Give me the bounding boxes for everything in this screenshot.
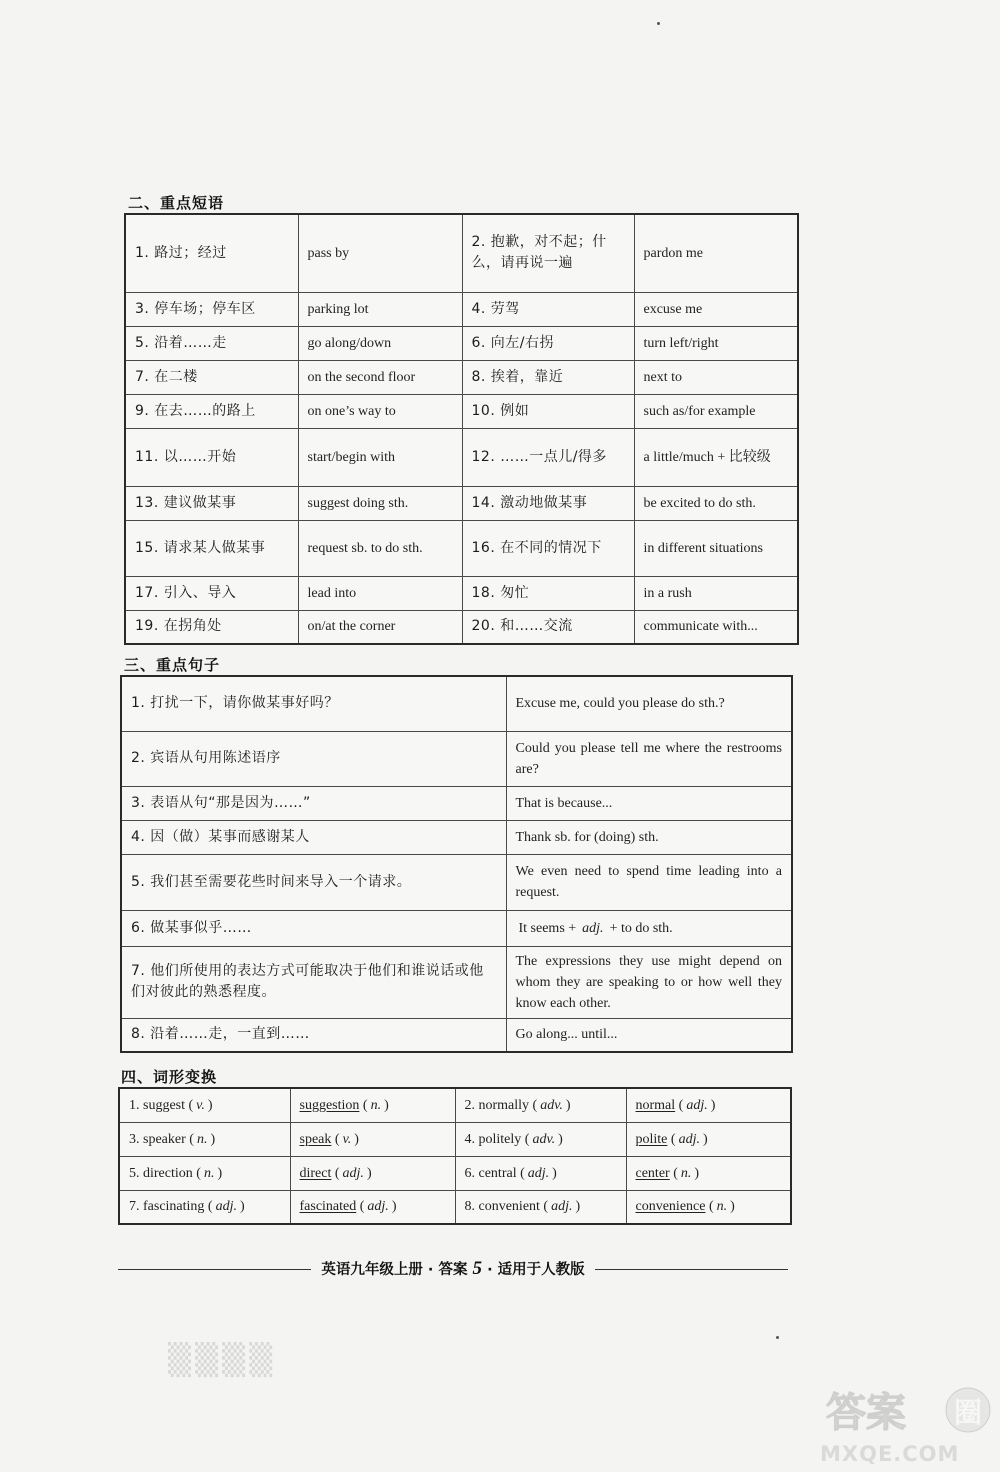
paren-close: ) — [702, 1131, 708, 1147]
word-form-table — [118, 1087, 792, 1225]
word: 7. fascinating — [129, 1199, 205, 1215]
word-form-source — [119, 1190, 290, 1224]
phrase-chinese: 2. 抱歉，对不起；什么，请再说一遍 — [462, 214, 634, 292]
section2-title: 二、重点短语 — [128, 194, 225, 212]
word-form-answer — [626, 1190, 791, 1224]
sentence-english-part: adj. — [582, 920, 604, 936]
phrase-english: in a rush — [634, 576, 798, 610]
sentence-english-part: + to do sth. — [609, 920, 673, 936]
part-of-speech: n. — [196, 1131, 208, 1147]
phrase-chinese: 10. 例如 — [462, 394, 634, 428]
phrase-row — [125, 486, 798, 520]
phrase-chinese: 9. 在去……的路上 — [125, 394, 298, 428]
word-form-source — [455, 1190, 626, 1224]
word: normal — [635, 1097, 676, 1113]
sentence-chinese: 7. 他们所使用的表达方式可能取决于他们和谁说话或他们对彼此的熟悉程度。 — [121, 946, 506, 1018]
phrase-english: pass by — [298, 214, 462, 292]
word-form-source — [119, 1088, 290, 1122]
speck — [657, 22, 660, 25]
phrase-row — [125, 360, 798, 394]
word-form-source — [455, 1088, 626, 1122]
paren-close: ) — [217, 1165, 223, 1181]
paren-close: ) — [558, 1131, 563, 1147]
phrase-english: on/at the corner — [298, 610, 462, 644]
phrase-english: start/begin with — [298, 428, 462, 486]
svg-text:答案: 答案 — [826, 1390, 906, 1436]
part-of-speech: adj. — [527, 1165, 550, 1181]
part-of-speech: adj. — [342, 1165, 364, 1181]
sentence-row — [121, 820, 792, 854]
paren-open: ( — [192, 1165, 201, 1181]
phrase-chinese: 1. 路过；经过 — [125, 214, 298, 292]
sentence-english: Excuse me, could you please do sth.? — [506, 676, 792, 731]
paren-close: ) — [239, 1199, 245, 1215]
phrase-chinese: 7. 在二楼 — [125, 360, 298, 394]
sentence-chinese: 2. 宾语从句用陈述语序 — [121, 731, 506, 786]
part-of-speech: adj. — [678, 1131, 700, 1147]
word: 5. direction — [129, 1165, 193, 1181]
part-of-speech: n. — [203, 1165, 215, 1181]
paren-close: ) — [207, 1097, 213, 1113]
phrase-english: on one’s way to — [298, 394, 462, 428]
part-of-speech: adj. — [215, 1199, 237, 1215]
phrase-chinese: 18. 匆忙 — [462, 576, 634, 610]
word-form-answer — [626, 1122, 791, 1156]
phrase-english: go along/down — [298, 326, 462, 360]
word-form-answer — [290, 1122, 455, 1156]
part-of-speech: v. — [196, 1097, 205, 1113]
paren-close: ) — [384, 1097, 389, 1113]
paren-close: ) — [730, 1199, 735, 1215]
word-form-row — [119, 1088, 791, 1122]
sentence-chinese: 6. 做某事似乎…… — [121, 910, 506, 946]
word-form-row — [119, 1122, 791, 1156]
speck — [776, 1336, 779, 1339]
phrase-row — [125, 214, 798, 292]
sentence-row — [121, 786, 792, 820]
phrase-row — [125, 520, 798, 576]
footer-book-title: 英语九年级上册 · 答案 — [321, 1262, 468, 1278]
paren-open: ( — [669, 1165, 678, 1181]
word: speak — [299, 1131, 332, 1147]
word-form-source — [119, 1122, 290, 1156]
phrase-english: in different situations — [634, 520, 798, 576]
part-of-speech: adj. — [686, 1097, 708, 1113]
word-form-source — [119, 1156, 290, 1190]
sentence-english: That is because... — [506, 786, 792, 820]
sentence-english: Go along... until... — [506, 1018, 792, 1052]
word: center — [635, 1165, 670, 1181]
paren-open: ( — [331, 1131, 340, 1147]
part-of-speech: adv. — [540, 1097, 563, 1113]
sentence-english — [506, 910, 792, 946]
phrase-chinese: 11. 以……开始 — [125, 428, 298, 486]
phrase-english: such as/for example — [634, 394, 798, 428]
phrase-english: a little/much + 比较级 — [634, 428, 798, 486]
word: polite — [635, 1131, 668, 1147]
word: 1. suggest — [129, 1097, 185, 1113]
paren-open: ( — [185, 1097, 194, 1113]
phrase-chinese: 4. 劳驾 — [462, 292, 634, 326]
paren-open: ( — [667, 1131, 676, 1147]
watermark-url: MXQE.COM — [820, 1442, 960, 1466]
phrase-english: turn left/right — [634, 326, 798, 360]
paren-close: ) — [354, 1131, 359, 1147]
phrase-english: pardon me — [634, 214, 798, 292]
paren-close: ) — [391, 1199, 397, 1215]
part-of-speech: adj. — [551, 1199, 573, 1215]
word-form-row — [119, 1190, 791, 1224]
paren-open: ( — [521, 1131, 530, 1147]
word-form-answer — [626, 1156, 791, 1190]
bleed-through-text: ▒▒▒▒ — [168, 1343, 277, 1378]
sentence-chinese: 5. 我们甚至需要花些时间来导入一个请求。 — [121, 854, 506, 910]
sentence-table — [120, 675, 793, 1053]
paren-close: ) — [366, 1165, 372, 1181]
word-form-source — [455, 1122, 626, 1156]
part-of-speech: adv. — [532, 1131, 556, 1147]
phrase-row — [125, 428, 798, 486]
word: suggestion — [299, 1097, 360, 1113]
phrase-chinese: 16. 在不同的情况下 — [462, 520, 634, 576]
sentence-row — [121, 910, 792, 946]
part-of-speech: n. — [370, 1097, 382, 1113]
paren-close: ) — [552, 1165, 557, 1181]
word: 8. convenient — [464, 1199, 540, 1215]
part-of-speech: v. — [342, 1131, 352, 1147]
phrase-row — [125, 610, 798, 644]
phrase-chinese: 15. 请求某人做某事 — [125, 520, 298, 576]
sentence-row — [121, 1018, 792, 1052]
paren-open: ( — [356, 1199, 365, 1215]
phrase-row — [125, 576, 798, 610]
paren-open: ( — [359, 1097, 368, 1113]
paren-open: ( — [539, 1199, 549, 1215]
phrase-chinese: 5. 沿着……走 — [125, 326, 298, 360]
phrase-chinese: 19. 在拐角处 — [125, 610, 298, 644]
word: 4. politely — [464, 1131, 522, 1147]
word-form-answer — [290, 1088, 455, 1122]
sentence-chinese: 8. 沿着……走，一直到…… — [121, 1018, 506, 1052]
phrase-english: next to — [634, 360, 798, 394]
paren-open: ( — [185, 1131, 194, 1147]
paren-open: ( — [204, 1199, 213, 1215]
section4-title: 四、词形变换 — [121, 1068, 218, 1086]
footer-text — [321, 1258, 584, 1280]
sentence-english: The expressions they use might depend on whom they are speaking to or how well they know each other. — [506, 946, 792, 1018]
sentence-row — [121, 946, 792, 1018]
paren-close: ) — [694, 1165, 700, 1181]
paren-open: ( — [529, 1097, 538, 1113]
sentence-chinese: 4. 因（做）某事而感谢某人 — [121, 820, 506, 854]
word-form-answer — [626, 1088, 791, 1122]
word: convenience — [635, 1199, 706, 1215]
svg-text:圈: 圈 — [954, 1396, 983, 1429]
phrase-chinese: 20. 和……交流 — [462, 610, 634, 644]
phrase-row — [125, 394, 798, 428]
word: direct — [299, 1165, 332, 1181]
page-footer — [118, 1258, 788, 1280]
phrase-english: suggest doing sth. — [298, 486, 462, 520]
paren-close: ) — [575, 1199, 581, 1215]
phrase-chinese: 6. 向左/右拐 — [462, 326, 634, 360]
word-form-row — [119, 1156, 791, 1190]
phrase-chinese: 13. 建议做某事 — [125, 486, 298, 520]
sentence-chinese: 3. 表语从句“那是因为……” — [121, 786, 506, 820]
part-of-speech: n. — [716, 1199, 728, 1215]
paren-close: ) — [210, 1131, 216, 1147]
phrase-chinese: 12. ……一点儿/得多 — [462, 428, 634, 486]
sentence-english-part: It seems + — [518, 920, 577, 936]
sentence-english: Could you please tell me where the restrooms are? — [506, 731, 792, 786]
word-form-answer — [290, 1156, 455, 1190]
paren-open: ( — [516, 1165, 525, 1181]
phrase-row — [125, 326, 798, 360]
phrase-chinese: 3. 停车场；停车区 — [125, 292, 298, 326]
word: 2. normally — [464, 1097, 530, 1113]
phrase-english: request sb. to do sth. — [298, 520, 462, 576]
part-of-speech: adj. — [367, 1199, 389, 1215]
phrase-english: communicate with... — [634, 610, 798, 644]
paren-close: ) — [710, 1097, 716, 1113]
sentence-row — [121, 731, 792, 786]
phrase-english: lead into — [298, 576, 462, 610]
phrase-english: be excited to do sth. — [634, 486, 798, 520]
paren-open: ( — [675, 1097, 684, 1113]
phrase-chinese: 14. 激动地做某事 — [462, 486, 634, 520]
phrase-table — [124, 213, 799, 645]
word: fascinated — [299, 1199, 357, 1215]
sentence-row — [121, 676, 792, 731]
phrase-chinese: 8. 挨着，靠近 — [462, 360, 634, 394]
watermark-logo — [818, 1378, 996, 1468]
phrase-english: parking lot — [298, 292, 462, 326]
paren-open: ( — [331, 1165, 340, 1181]
word-form-answer — [290, 1190, 455, 1224]
part-of-speech: n. — [680, 1165, 692, 1181]
paren-close: ) — [565, 1097, 571, 1113]
phrase-chinese: 17. 引入、导入 — [125, 576, 298, 610]
sentence-english: Thank sb. for (doing) sth. — [506, 820, 792, 854]
footer-rule-left — [118, 1269, 311, 1270]
word: 3. speaker — [129, 1131, 186, 1147]
phrase-english: on the second floor — [298, 360, 462, 394]
footer-rule-right — [595, 1269, 788, 1270]
phrase-row — [125, 292, 798, 326]
phrase-english: excuse me — [634, 292, 798, 326]
word-form-source — [455, 1156, 626, 1190]
section3-title: 三、重点句子 — [124, 656, 221, 674]
footer-edition: · 适用于人教版 — [487, 1262, 585, 1278]
sentence-chinese: 1. 打扰一下，请你做某事好吗？ — [121, 676, 506, 731]
paren-open: ( — [705, 1199, 714, 1215]
footer-page-number: 5 — [472, 1258, 483, 1279]
word: 6. central — [464, 1165, 517, 1181]
sentence-english: We even need to spend time leading into a request. — [506, 854, 792, 910]
sentence-row — [121, 854, 792, 910]
